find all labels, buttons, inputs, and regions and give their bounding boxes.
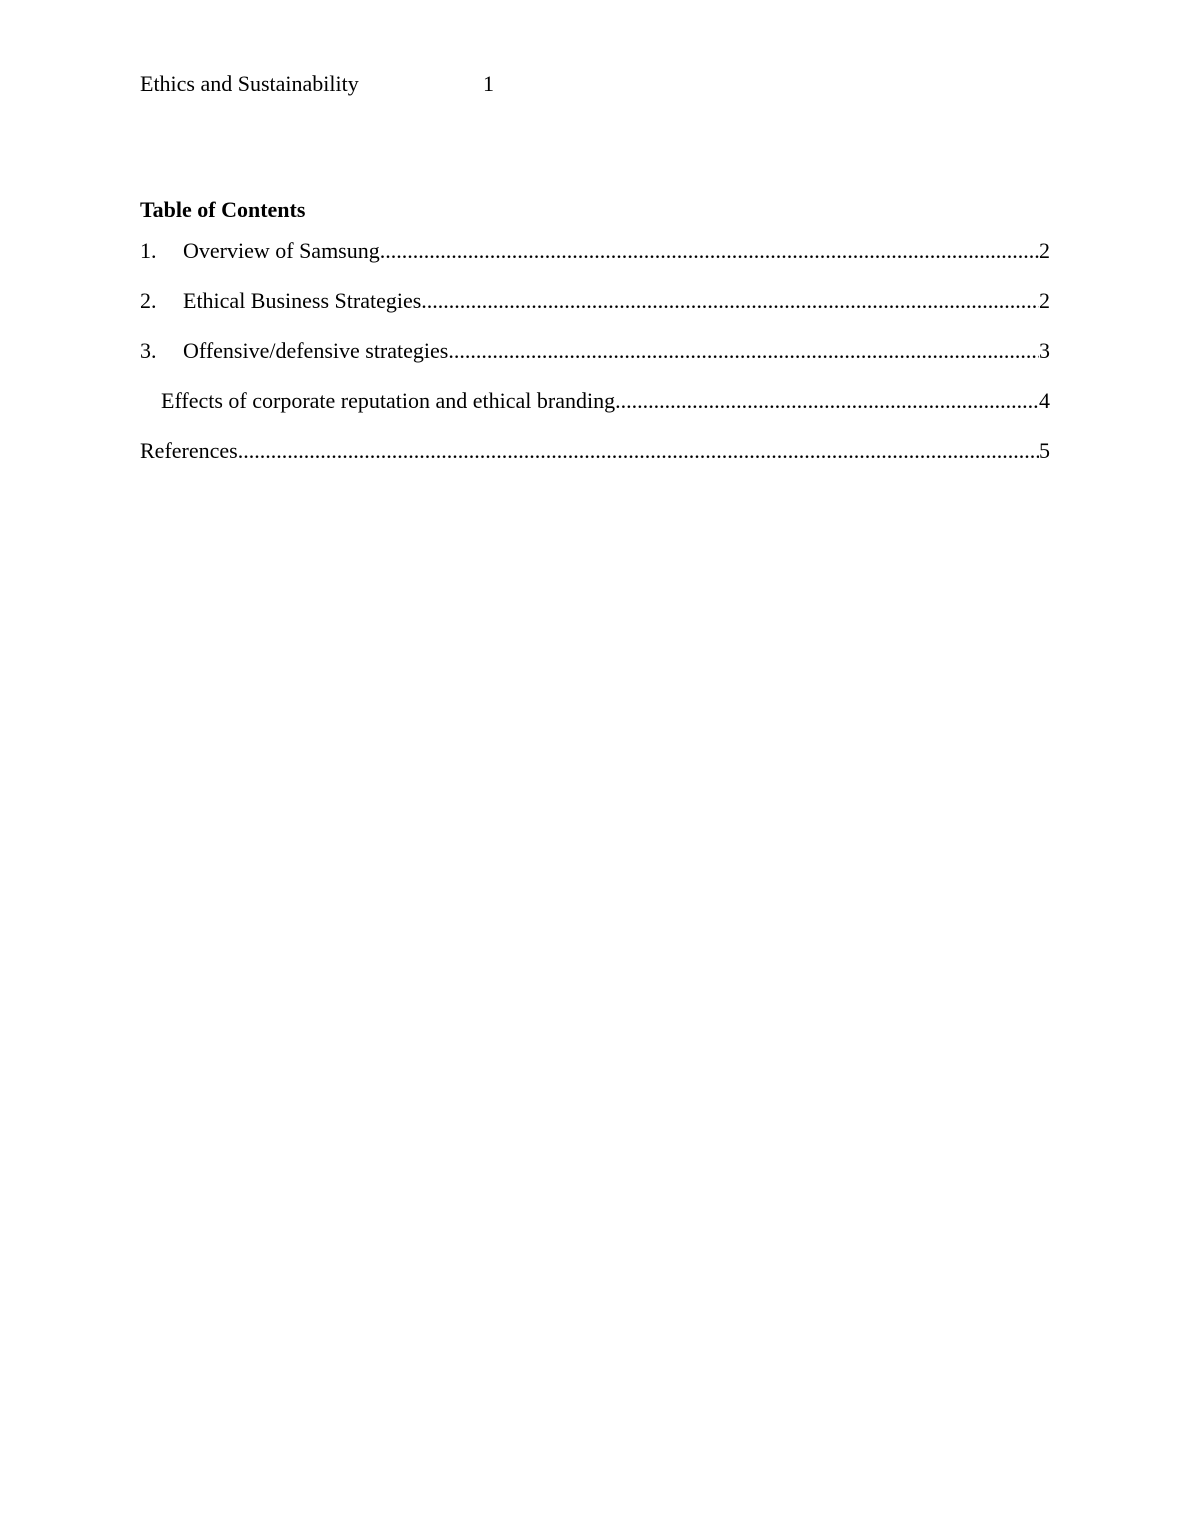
toc-heading: Table of Contents (140, 197, 306, 222)
toc-entry-page: 2 (1039, 288, 1050, 313)
toc-dot-leader (380, 237, 1039, 265)
toc-entry-overview[interactable] (140, 237, 1050, 265)
toc-entry-number: 3. (140, 338, 157, 363)
toc-entry-text: Overview of Samsung (183, 238, 380, 263)
toc-entry-page: 4 (1039, 388, 1050, 413)
toc-dot-leader (615, 387, 1039, 415)
running-head-title: Ethics and Sustainability (140, 71, 359, 96)
toc-entry-text: Ethical Business Strategies (183, 288, 422, 313)
toc-entry-number: 1. (140, 238, 157, 263)
toc-entry-text: Offensive/defensive strategies (183, 338, 449, 363)
toc-dot-leader (448, 337, 1039, 365)
toc-entry-text: References (140, 438, 238, 463)
toc-entry-page: 3 (1039, 338, 1050, 363)
toc-dot-leader (421, 287, 1039, 315)
toc-entry-page: 2 (1039, 238, 1050, 263)
toc-entry-ethical-strategies[interactable] (140, 287, 1050, 315)
toc-list (140, 237, 1050, 487)
toc-entry-text: Effects of corporate reputation and ethical branding (161, 388, 616, 413)
toc-entry-page: 5 (1039, 438, 1050, 463)
toc-entry-corporate-reputation[interactable] (140, 387, 1050, 415)
page-number: 1 (483, 71, 494, 96)
toc-dot-leader (238, 437, 1039, 465)
toc-entry-references[interactable] (140, 437, 1050, 465)
toc-entry-number: 2. (140, 288, 157, 313)
toc-entry-offensive-defensive[interactable] (140, 337, 1050, 365)
